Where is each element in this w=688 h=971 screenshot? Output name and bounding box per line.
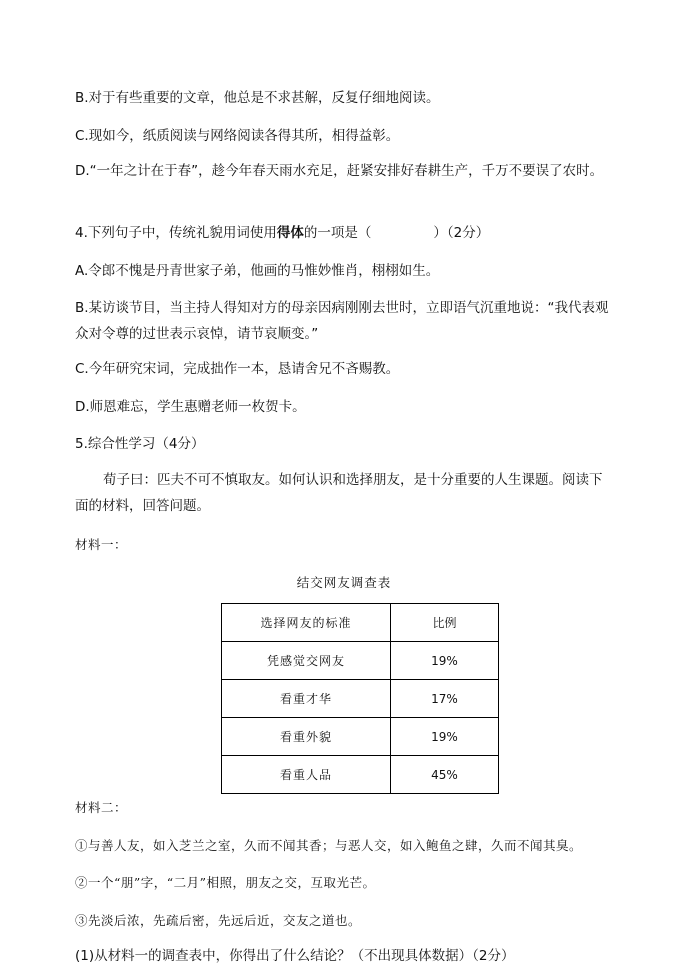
table-row bbox=[222, 680, 499, 718]
table-header-row bbox=[222, 604, 499, 642]
table-cell-ratio: 19% bbox=[391, 718, 499, 756]
question-5-intro: 荀子曰：匹夫不可不慎取友。如何认识和选择朋友，是十分重要的人生课题。阅读下面的材料，回答问题。 bbox=[75, 472, 603, 514]
option-4c: C.今年研究宋词，完成拙作一本，恳请舍兄不吝赐教。 bbox=[75, 361, 400, 377]
material-2-item-2: ②一个“朋”字，“二月”相照，朋友之交，互取光芒。 bbox=[75, 875, 376, 890]
table-row bbox=[222, 718, 499, 756]
column-header-ratio: 比例 bbox=[391, 604, 499, 642]
option-3c: C.现如今，纸质阅读与网络阅读各得其所，相得益彰。 bbox=[75, 128, 400, 144]
table-cell-criterion: 看重人品 bbox=[222, 756, 391, 794]
table-cell-ratio: 45% bbox=[391, 756, 499, 794]
column-header-criterion: 选择网友的标准 bbox=[222, 604, 391, 642]
material-2-label: 材料二： bbox=[75, 800, 128, 815]
option-4a: A.令郎不愧是丹青世家子弟，他画的马惟妙惟肖，栩栩如生。 bbox=[75, 263, 440, 279]
option-4d: D.师恩难忘，学生惠赠老师一枚贺卡。 bbox=[75, 399, 306, 415]
question-4-suffix-b: ）（2分） bbox=[433, 225, 490, 241]
table-cell-criterion: 看重外貌 bbox=[222, 718, 391, 756]
question-4-suffix-a: 的一项是（ bbox=[303, 225, 372, 241]
material-2-item-1: ①与善人友，如入芝兰之室，久而不闻其香；与恶人交，如入鲍鱼之肆，久而不闻其臭。 bbox=[75, 838, 583, 853]
table-row bbox=[222, 642, 499, 680]
option-3b: B.对于有些重要的文章，他总是不求甚解，反复仔细地阅读。 bbox=[75, 90, 440, 106]
question-5-heading: 5.综合性学习（4分） bbox=[75, 436, 205, 452]
table-row bbox=[222, 756, 499, 794]
question-5-sub-1: (1)从材料一的调查表中，你得出了什么结论？（不出现具体数据）（2分） bbox=[75, 948, 515, 964]
option-4b: B.某访谈节目，当主持人得知对方的母亲因病刚刚去世时，立即语气沉重地说：“我代表观众对令尊的过世表示哀悼，请节哀顺变。” bbox=[75, 300, 609, 342]
question-4-emphasis: 得体 bbox=[276, 225, 304, 241]
option-3d: D.“一年之计在于春”，趁今年春天雨水充足，赶紧安排好春耕生产，千万不要误了农时。 bbox=[75, 163, 604, 179]
material-2-item-3: ③先淡后浓，先疏后密，先远后近，交友之道也。 bbox=[75, 913, 362, 928]
table-cell-criterion: 看重才华 bbox=[222, 680, 391, 718]
survey-table bbox=[221, 603, 499, 794]
question-4 bbox=[75, 223, 489, 243]
table-cell-ratio: 19% bbox=[391, 642, 499, 680]
table-cell-criterion: 凭感觉交网友 bbox=[222, 642, 391, 680]
table-title: 结交网友调查表 bbox=[296, 575, 392, 590]
material-1-label: 材料一： bbox=[75, 537, 128, 552]
question-4-prefix: 4.下列句子中，传统礼貌用词使用 bbox=[75, 225, 277, 241]
table-cell-ratio: 17% bbox=[391, 680, 499, 718]
